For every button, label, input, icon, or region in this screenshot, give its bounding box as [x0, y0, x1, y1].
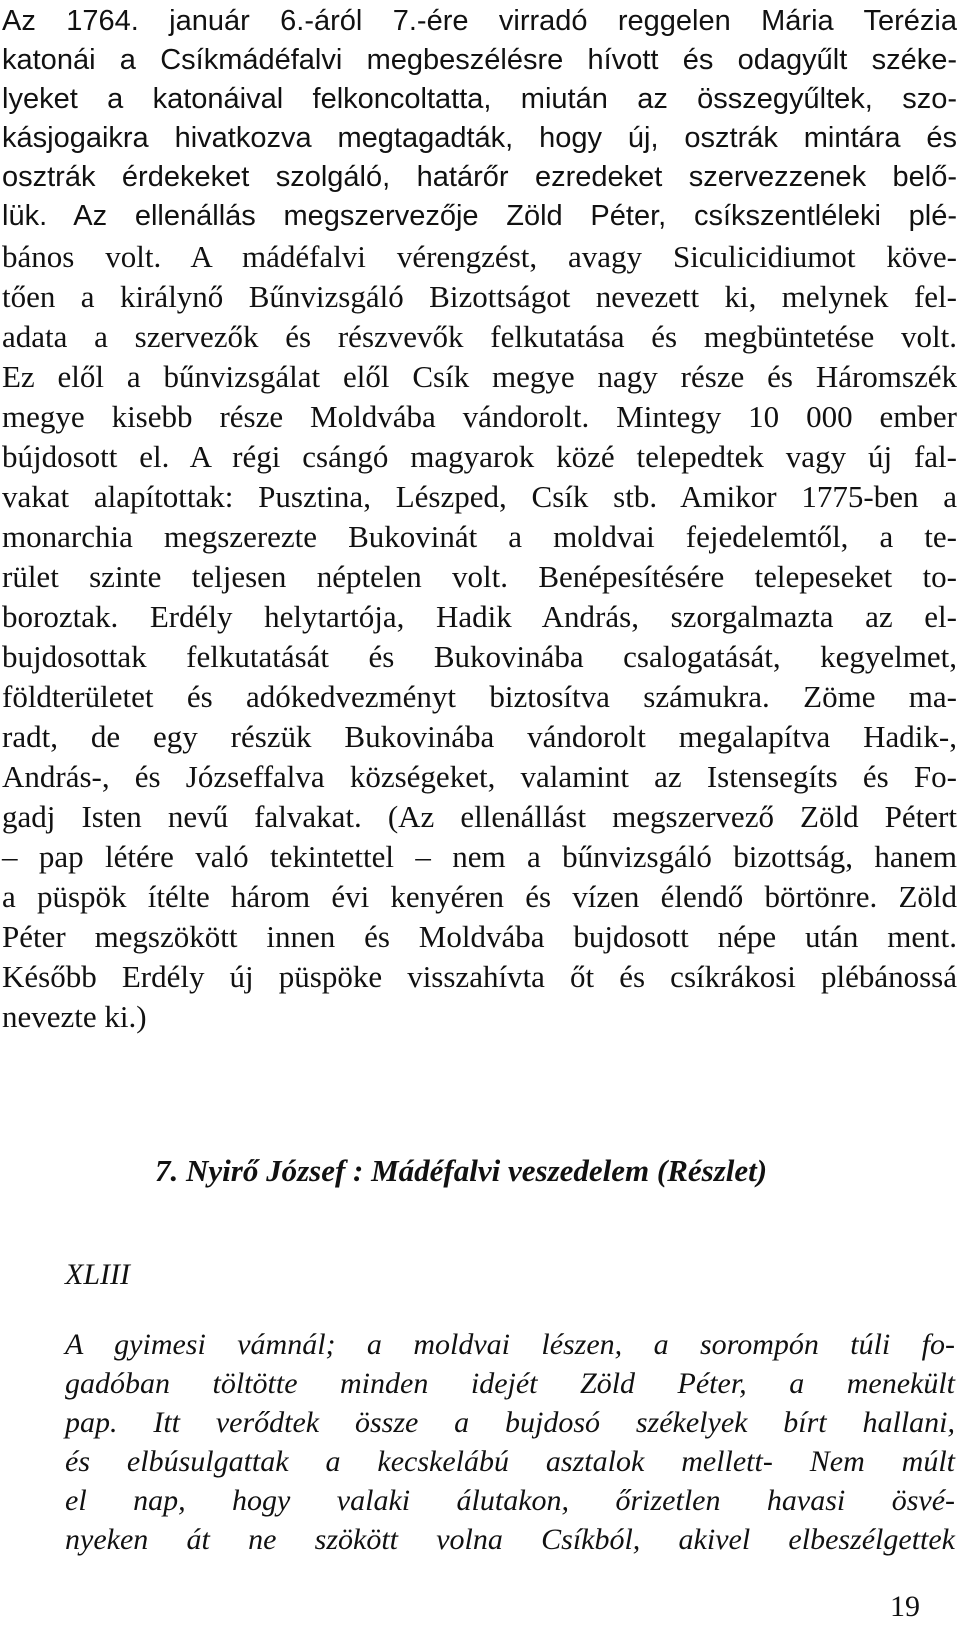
body-line: – pap létére való tekintettel – nem a bűnvizsgáló bizottság, hanem [2, 839, 957, 874]
body-line: András-, és Józseffalva községeket, valamint az Istensegíts és Fo- [2, 759, 957, 794]
body-line: nevezte ki.) [2, 999, 147, 1034]
page-number: 19 [890, 1590, 920, 1623]
body-line: monarchia megszerezte Bukovinát a moldvai fejedelemtől, a te- [2, 519, 957, 554]
body-line: gadj Isten nevű falvakat. (Az ellenállást megszervező Zöld Pétert [2, 799, 957, 834]
body-line: adata a szervezők és részvevők felkutatása és megbüntetése volt. [2, 319, 957, 354]
body-line: osztrák érdekeket szolgáló, határőr ezredeket szervezzenek belő- [2, 161, 957, 193]
excerpt-line: gadóban töltötte minden idejét Zöld Péter, a menekült [65, 1367, 955, 1400]
body-line: földterületet és adókedvezményt biztosítva számukra. Zöme ma- [2, 679, 957, 714]
body-line: bújdosott el. A régi csángó magyarok közé telepedtek vagy új fal- [2, 439, 957, 474]
body-line: Péter megszökött innen és Moldvába bujdosott népe után ment. [2, 919, 957, 954]
body-line: tően a királynő Bűnvizsgáló Bizottságot nevezett ki, melynek fel- [2, 279, 957, 314]
chapter-number: XLIII [65, 1258, 130, 1291]
excerpt-line: nyeken át ne szökött volna Csíkból, akivel elbeszélgettek [65, 1523, 955, 1556]
excerpt-line: A gyimesi vámnál; a moldvai lészen, a sorompón túli fo- [65, 1328, 955, 1361]
body-line: lük. Az ellenállás megszervezője Zöld Péter, csíkszentléleki plé- [2, 200, 957, 232]
body-line: boroztak. Erdély helytartója, Hadik András, szorgalmazta az el- [2, 599, 957, 634]
body-line: Az 1764. január 6.-áról 7.-ére virradó reggelen Mária Terézia [2, 5, 957, 37]
body-line: a püspök ítélte három évi kenyéren és vízen élendő börtönre. Zöld [2, 879, 957, 914]
body-line: bujdosottak felkutatását és Bukovinába csalogatását, kegyelmet, [2, 639, 957, 674]
body-line: Ez elől a bűnvizsgálat elől Csík megye nagy része és Háromszék [2, 359, 957, 394]
excerpt-line: el nap, hogy valaki álutakon, őrizetlen havasi ösvé- [65, 1484, 955, 1517]
body-line: vakat alapítottak: Pusztina, Lészped, Csík stb. Amikor 1775-ben a [2, 479, 957, 514]
body-line: kásjogaikra hivatkozva megtagadták, hogy új, osztrák mintára és [2, 122, 957, 154]
excerpt-line: és elbúsulgattak a kecskelábú asztalok mellett- Nem múlt [65, 1445, 955, 1478]
body-line: Később Erdély új püspöke visszahívta őt és csíkrákosi plébánossá [2, 959, 957, 994]
body-line: radt, de egy részük Bukovinába vándorolt megalapítva Hadik-, [2, 719, 957, 754]
body-line: katonái a Csíkmádéfalvi megbeszélésre hívott és odagyűlt széke- [2, 44, 957, 76]
body-line: bános volt. A mádéfalvi vérengzést, avagy Siculicidiumot köve- [2, 239, 957, 274]
body-line: rület szinte teljesen néptelen volt. Benépesítésére telepeseket to- [2, 559, 957, 594]
section-heading: 7. Nyirő József : Mádéfalvi veszedelem (Részlet) [155, 1153, 768, 1188]
body-line: lyeket a katonáival felkoncoltatta, miután az összegyűltek, szo- [2, 83, 957, 115]
excerpt-line: pap. Itt verődtek össze a bujdosó székelyek bírt hallani, [65, 1406, 955, 1439]
body-line: megye kisebb része Moldvába vándorolt. Mintegy 10 000 ember [2, 399, 957, 434]
